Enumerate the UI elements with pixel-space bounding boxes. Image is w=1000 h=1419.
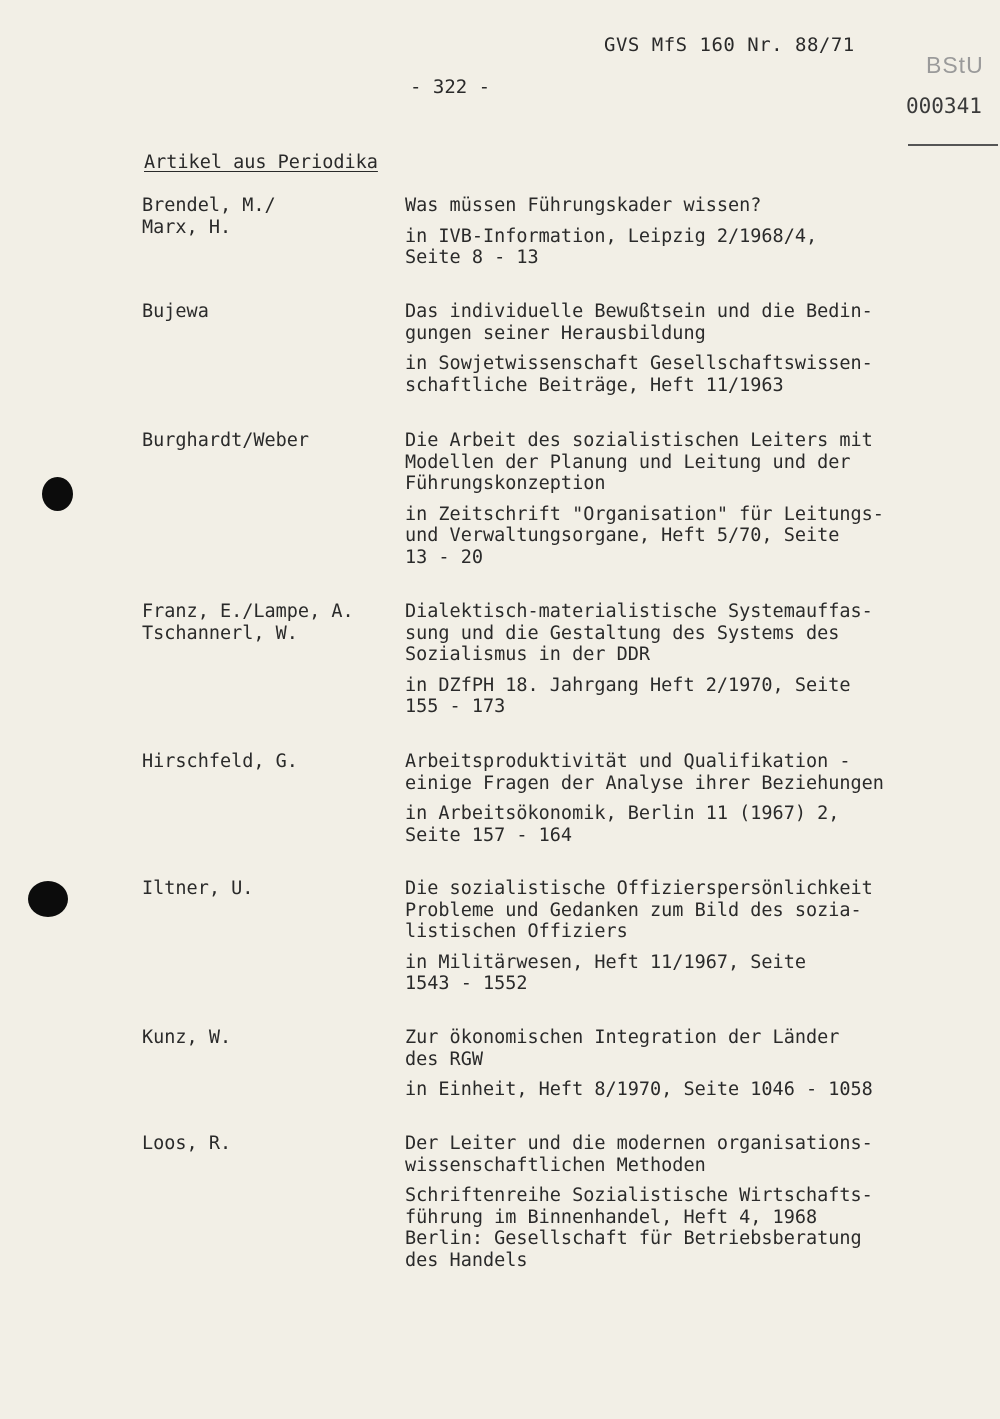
entry-source: in Zeitschrift "Organisation" für Leitungs- und Verwaltungsorgane, Heft 5/70, Seite 13 - 20 — [405, 503, 884, 568]
section-heading: Artikel aus Periodika — [144, 152, 378, 173]
entry-title: Was müssen Führungskader wissen? — [405, 195, 762, 216]
punch-hole — [42, 477, 73, 511]
page-number: - 322 - — [410, 76, 491, 98]
entry-work — [405, 301, 985, 396]
entry-author: Iltner, U. — [142, 878, 254, 899]
entry-work — [405, 430, 985, 568]
entry-work — [405, 1133, 985, 1271]
entry-title: Dialektisch-materialistische Systemauffas- sung und die Gestaltung des Systems des Sozialismus in der DDR — [405, 601, 873, 665]
entry-source: in Arbeitsökonomik, Berlin 11 (1967) 2, Seite 157 - 164 — [405, 803, 840, 846]
entry-author: Kunz, W. — [142, 1027, 232, 1048]
entry-work — [405, 751, 985, 846]
entry-source: in Militärwesen, Heft 11/1967, Seite 1543 - 1552 — [405, 951, 806, 994]
entry-author: Burghardt/Weber — [142, 430, 310, 451]
punch-hole — [28, 881, 68, 917]
entry-source: Schriftenreihe Sozialistische Wirtschafts- führung im Binnenhandel, Heft 4, 1968 Berlin: Gesellschaft für Betriebsberatung des Handels — [405, 1185, 873, 1271]
entry-source: in IVB-Information, Leipzig 2/1968/4, Seite 8 - 13 — [405, 225, 818, 268]
entry-title: Das individuelle Bewußtsein und die Bedin- gungen seiner Herausbildung — [405, 301, 873, 344]
entry-work — [405, 195, 985, 269]
entry-author: Hirschfeld, G. — [142, 751, 298, 772]
entry-title: Die sozialistische Offizierspersönlichkeit Probleme und Gedanken zum Bild des sozia- listischen Offiziers — [405, 878, 873, 942]
entry-title: Der Leiter und die modernen organisations- wissenschaftlichen Methoden — [405, 1133, 873, 1176]
entry-work — [405, 1027, 985, 1101]
entry-author: Bujewa — [142, 301, 209, 322]
entry-author: Brendel, M./ Marx, H. — [142, 195, 276, 238]
entry-work — [405, 601, 985, 718]
document-reference: GVS MfS 160 Nr. 88/71 — [604, 34, 855, 56]
entry-title: Zur ökonomischen Integration der Länder des RGW — [405, 1027, 840, 1070]
stamp-number: 000341 — [906, 94, 982, 118]
entry-source: in DZfPH 18. Jahrgang Heft 2/1970, Seite 155 - 173 — [405, 674, 851, 717]
entry-author: Loos, R. — [142, 1133, 232, 1154]
stamp-underline — [908, 144, 998, 146]
entry-author: Franz, E./Lampe, A. Tschannerl, W. — [142, 601, 354, 644]
stamp-label: BStU — [926, 52, 984, 78]
entry-source: in Sowjetwissenschaft Gesellschaftswissen- schaftliche Beiträge, Heft 11/1963 — [405, 353, 873, 396]
archive-stamp — [906, 52, 996, 152]
entry-title: Arbeitsproduktivität und Qualifikation - einige Fragen der Analyse ihrer Beziehungen — [405, 751, 884, 794]
entry-work — [405, 878, 985, 995]
entry-title: Die Arbeit des sozialistischen Leiters mit Modellen der Planung und Leitung und der Führungskonzeption — [405, 430, 873, 494]
entry-source: in Einheit, Heft 8/1970, Seite 1046 - 1058 — [405, 1079, 873, 1100]
